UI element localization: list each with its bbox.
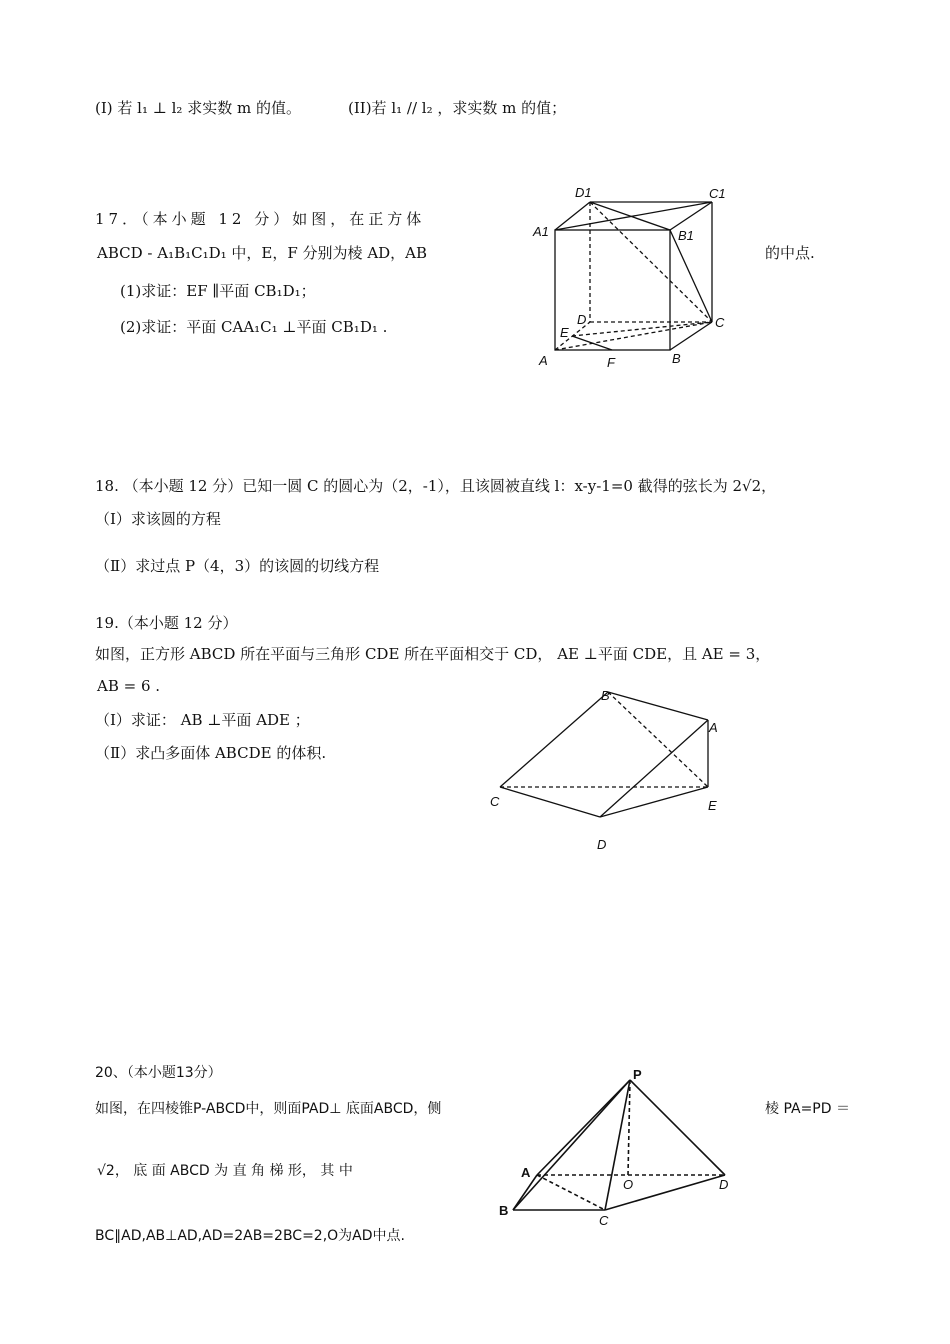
label-A1: A1 [533,224,549,239]
q17-part2: (2)求证：平面 CAA₁C₁ ⊥平面 CB₁D₁ . [120,318,388,336]
cube-figure [525,180,740,375]
label-A: A [539,353,548,368]
label-E: E [708,798,717,813]
q16-part2: (II)若 l₁ // l₂ ，求实数 m 的值； [348,99,567,117]
q17-part1: (1)求证：EF ∥平面 CB₁D₁； [120,282,316,300]
pyramid-figure [495,1065,745,1235]
q17-line2-end: 的中点. [765,244,815,262]
q19-header: 19.（本小题 12 分） [95,614,238,632]
q18-line1: 18. （本小题 12 分）已知一圆 C 的圆心为（2，-1），且该圆被直线 l：x-y-1=0 截得的弦长为 2√2， [95,477,777,495]
q20-line3: BC∥AD,AB⊥AD,AD=2AB=2BC=2,O为AD中点. [95,1228,405,1244]
q16-part1: (I) 若 l₁ ⊥ l₂ 求实数 m 的值。 [95,99,301,117]
q20-header: 20、（本小题13分） [95,1065,222,1081]
label-D1: D1 [575,185,592,200]
label-B1: B1 [678,228,694,243]
q17-line2: ABCD - A₁B₁C₁D₁ 中，E，F 分别为棱 AD，AB [97,244,428,262]
label-C1: C1 [709,186,726,201]
q18-part2: （Ⅱ）求过点 P（4，3）的该圆的切线方程 [95,557,380,575]
label-E: E [560,325,569,340]
prism-figure [480,680,730,860]
label-A: A [521,1165,531,1180]
label-B: B [499,1203,509,1218]
q18-part1: （Ⅰ）求该圆的方程 [95,510,221,528]
label-F: F [607,355,615,370]
q20-line1-end: 棱 PA=PD ＝ [765,1101,850,1117]
q19-line2: AB = 6 . [97,677,161,695]
label-B: B [672,351,681,366]
label-B: B [601,688,610,703]
q20-line1: 如图，在四棱锥P-ABCD中，则面PAD⊥ 底面ABCD，侧 [95,1101,442,1117]
label-C: C [490,794,500,809]
label-C: C [599,1213,609,1228]
q17-header: 17．（本小题 12 分）如图，在正方体 [95,210,426,228]
label-D: D [719,1177,729,1192]
q19-part2: （Ⅱ）求凸多面体 ABCDE 的体积. [95,744,327,762]
q19-part1: （Ⅰ）求证： AB ⊥平面 ADE ； [95,711,310,729]
label-D: D [577,312,587,327]
q20-line2: √2， 底 面 ABCD 为 直 角 梯 形， 其 中 [97,1163,353,1179]
label-D: D [597,837,607,852]
label-P: P [633,1067,642,1082]
label-A: A [709,720,718,735]
label-O: O [623,1177,634,1192]
label-C: C [715,315,725,330]
q19-line1: 如图，正方形 ABCD 所在平面与三角形 CDE 所在平面相交于 CD， AE ⊥平面 CDE，且 AE = 3， [95,645,771,663]
